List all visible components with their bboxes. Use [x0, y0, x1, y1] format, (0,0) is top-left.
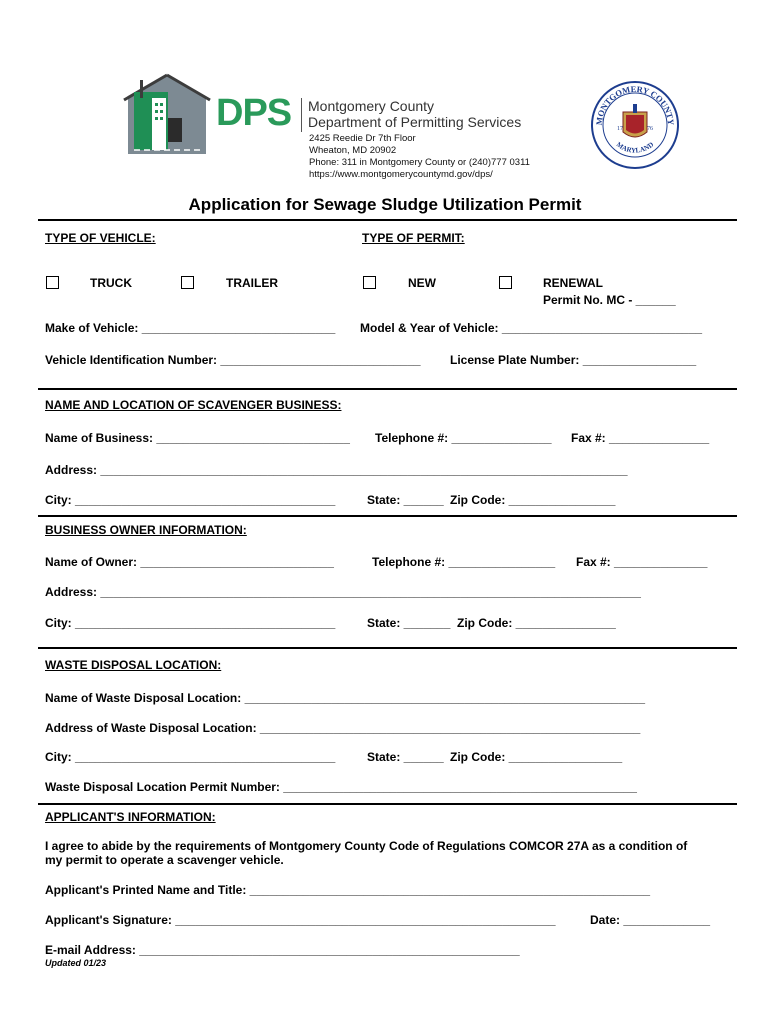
- waste-location-address-field[interactable]: Address of Waste Disposal Location: _________________________________________________________: [45, 721, 641, 735]
- waste-disposal-heading: WASTE DISPOSAL LOCATION:: [45, 658, 222, 672]
- seal-year-left: 17: [617, 126, 623, 132]
- permit-number-field[interactable]: Permit No. MC - ______: [543, 293, 676, 307]
- owner-city-field[interactable]: City: _______________________________________: [45, 616, 336, 630]
- divider: [38, 803, 737, 805]
- address-line: Wheaton, MD 20902: [309, 145, 397, 156]
- waste-location-name-field[interactable]: Name of Waste Disposal Location: ____________________________________________________________: [45, 691, 646, 705]
- county-seal-icon: [590, 80, 680, 170]
- waste-city-field[interactable]: City: _______________________________________: [45, 750, 336, 764]
- scavenger-business-heading: NAME AND LOCATION OF SCAVENGER BUSINESS:: [45, 398, 342, 412]
- owner-name-field[interactable]: Name of Owner: _____________________________: [45, 555, 334, 569]
- dps-logo: [120, 70, 215, 158]
- waste-permit-number-field[interactable]: Waste Disposal Location Permit Number: _____________________________________________________: [45, 780, 637, 794]
- agreement-text-line2: my permit to operate a scavenger vehicle.: [45, 853, 284, 867]
- applicant-heading: APPLICANT'S INFORMATION:: [45, 810, 216, 824]
- seal-year-right: 76: [647, 126, 653, 132]
- divider: [38, 647, 737, 649]
- type-of-permit-label: TYPE OF PERMIT:: [362, 231, 465, 245]
- owner-state-field[interactable]: State: _______: [367, 616, 451, 630]
- business-fax-field[interactable]: Fax #: _______________: [571, 431, 710, 445]
- updated-note: Updated 01/23: [45, 958, 107, 968]
- truck-label: TRUCK: [90, 276, 132, 290]
- owner-zip-field[interactable]: Zip Code: _______________: [457, 616, 616, 630]
- seal-bottom-text: MARYLAND: [614, 140, 656, 155]
- new-label: NEW: [408, 276, 436, 290]
- signature-field[interactable]: Applicant's Signature: _________________________________________________________: [45, 913, 556, 927]
- org-address: [309, 133, 530, 181]
- waste-state-field[interactable]: State: ______: [367, 750, 444, 764]
- agreement-text-line1: I agree to abide by the requirements of Montgomery County Code of Regulations COMCOR 27A as a condition of: [45, 839, 688, 853]
- type-of-vehicle-label: TYPE OF VEHICLE:: [45, 231, 156, 245]
- owner-fax-field[interactable]: Fax #: ______________: [576, 555, 708, 569]
- divider: [38, 388, 737, 390]
- address-phone: Phone: 311 in Montgomery County or (240)777 0311: [309, 157, 530, 168]
- renewal-checkbox[interactable]: [499, 276, 512, 289]
- email-field[interactable]: E-mail Address: _________________________________________________________: [45, 943, 520, 957]
- model-year-field[interactable]: Model & Year of Vehicle: ______________________________: [360, 321, 703, 335]
- page-title: Application for Sewage Sludge Utilization Permit: [188, 195, 582, 214]
- trailer-checkbox[interactable]: [181, 276, 194, 289]
- wordmark-divider: [301, 98, 302, 132]
- divider: [38, 515, 737, 517]
- business-zip-field[interactable]: Zip Code: ________________: [450, 493, 616, 507]
- business-telephone-field[interactable]: Telephone #: _______________: [375, 431, 552, 445]
- owner-telephone-field[interactable]: Telephone #: ________________: [372, 555, 556, 569]
- business-city-field[interactable]: City: _______________________________________: [45, 493, 336, 507]
- waste-zip-field[interactable]: Zip Code: _________________: [450, 750, 623, 764]
- business-state-field[interactable]: State: ______: [367, 493, 444, 507]
- new-checkbox[interactable]: [363, 276, 376, 289]
- seal-top-text: MONTGOMERY COUNTY: [593, 83, 677, 126]
- business-address-field[interactable]: Address: _______________________________________________________________________________: [45, 463, 628, 477]
- business-name-field[interactable]: Name of Business: _____________________________: [45, 431, 350, 445]
- dps-wordmark: DPS: [216, 92, 292, 134]
- make-of-vehicle-field[interactable]: Make of Vehicle: _____________________________: [45, 321, 336, 335]
- date-field[interactable]: Date: _____________: [590, 913, 711, 927]
- county-seal: [590, 80, 680, 170]
- address-line: 2425 Reedie Dr 7th Floor: [309, 133, 416, 144]
- org-name-line1: Montgomery County: [308, 98, 435, 114]
- business-owner-heading: BUSINESS OWNER INFORMATION:: [45, 523, 247, 537]
- org-name-line2: Department of Permitting Services: [308, 114, 522, 130]
- trailer-label: TRAILER: [226, 276, 278, 290]
- website-link[interactable]: https://www.montgomerycountymd.gov/dps/: [309, 169, 493, 180]
- truck-checkbox[interactable]: [46, 276, 59, 289]
- renewal-label: RENEWAL: [543, 276, 603, 290]
- divider: [38, 219, 737, 221]
- owner-address-field[interactable]: Address: _________________________________________________________________________________: [45, 585, 641, 599]
- vin-field[interactable]: Vehicle Identification Number: ______________________________: [45, 353, 421, 367]
- printed-name-field[interactable]: Applicant's Printed Name and Title: ____________________________________________________________: [45, 883, 651, 897]
- dps-building-icon: [120, 70, 215, 158]
- license-plate-field[interactable]: License Plate Number: _________________: [450, 353, 697, 367]
